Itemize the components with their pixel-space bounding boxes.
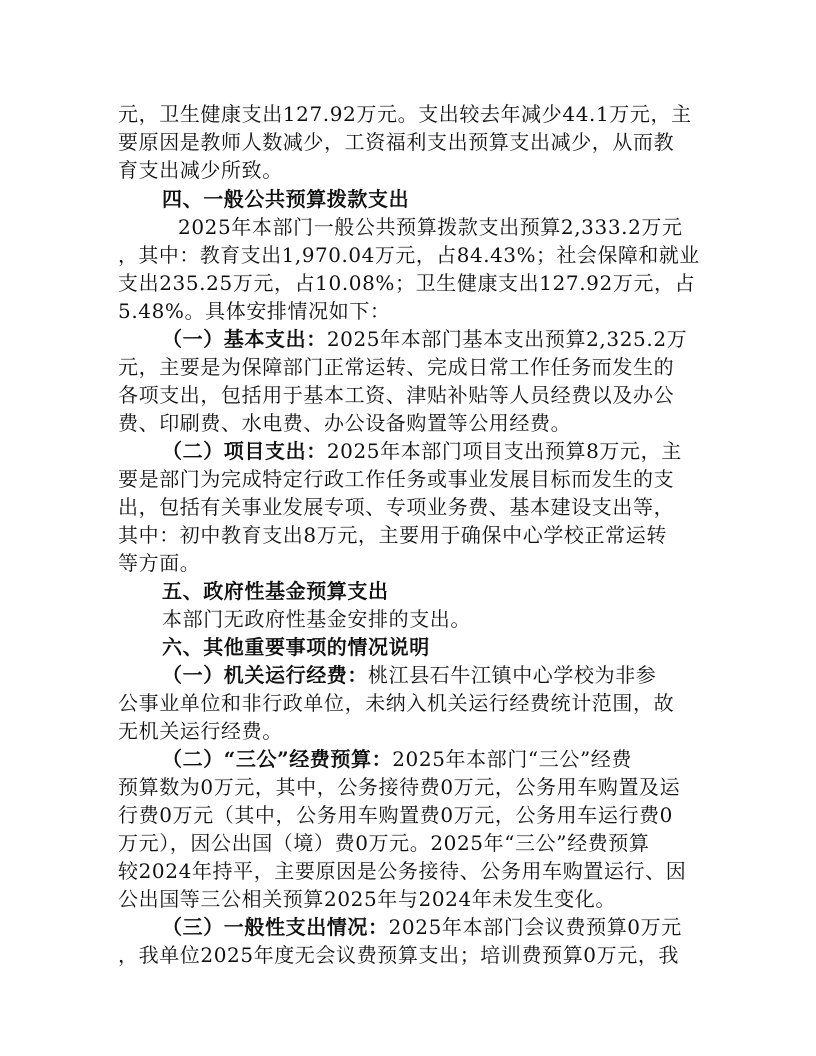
subheading-text: （一）机关运行经费： — [162, 663, 368, 687]
line-text: 桃江县石牛江镇中心学校为非参 — [368, 663, 657, 687]
subheading-text: （二）“三公”经费预算： — [162, 747, 393, 771]
paragraph-line — [118, 717, 283, 745]
paragraph-line — [118, 941, 679, 969]
paragraph-line — [162, 661, 656, 689]
line-text: 费、印刷费、水电费、办公设备购置等公用经费。 — [118, 411, 572, 435]
section-heading — [162, 633, 430, 661]
paragraph-line — [118, 156, 283, 184]
paragraph-line — [118, 409, 571, 437]
section-heading — [162, 577, 389, 605]
line-text: 预算数为0万元，其中，公务接待费0万元，公务用车购置及运 — [118, 775, 681, 799]
paragraph-line — [118, 353, 674, 381]
paragraph-line — [118, 689, 674, 717]
line-text: 要是部门为完成特定行政工作任务或事业发展目标而发生的支 — [118, 467, 675, 491]
line-text: 公事业单位和非行政单位，未纳入机关运行经费统计范围，故 — [118, 691, 675, 715]
line-text: 支出235.25万元，占10.08%；卫生健康支出127.92万元，占 — [118, 271, 696, 295]
line-text: ，其中：教育支出1,970.04万元，占84.43%；社会保障和就业 — [118, 243, 700, 267]
line-text: 万元），因公出国（境）费0万元。2025年“三公”经费预算 — [118, 831, 650, 855]
paragraph-line — [162, 437, 682, 465]
subheading-text: （一）基本支出： — [162, 327, 327, 351]
paragraph-line — [118, 773, 680, 801]
line-text: 2025年本部门“三公”经费 — [392, 747, 632, 771]
line-text: 2025年本部门一般公共预算拨款支出预算2,333.2万元 — [178, 215, 683, 239]
subheading-text: （二）项目支出： — [162, 439, 327, 463]
paragraph-line — [118, 128, 674, 156]
paragraph-line — [118, 465, 674, 493]
line-text: 等方面。 — [118, 551, 201, 575]
line-text: 要原因是教师人数减少，工资福利支出预算支出减少，从而教 — [118, 130, 675, 154]
paragraph-line — [118, 829, 649, 857]
paragraph-line — [118, 857, 686, 885]
paragraph-line — [118, 885, 616, 913]
paragraph-line — [178, 213, 683, 241]
line-text: 出，包括有关事业发展专项、专项业务费、基本建设支出等， — [118, 495, 675, 519]
paragraph-line — [162, 325, 687, 353]
line-text: 行费0万元（其中，公务用车购置费0万元，公务用车运行费0 — [118, 803, 673, 827]
paragraph-line — [162, 913, 682, 941]
heading-text: 五、政府性基金预算支出 — [162, 579, 389, 603]
paragraph-line — [118, 297, 391, 325]
line-text: 公出国等三公相关预算2025年与2024年未发生变化。 — [118, 887, 616, 911]
line-text: 其中：初中教育支出8万元，主要用于确保中心学校正常运转 — [118, 523, 667, 547]
paragraph-line — [118, 801, 673, 829]
heading-text: 六、其他重要事项的情况说明 — [162, 635, 430, 659]
paragraph-line — [162, 605, 471, 633]
paragraph-line — [118, 493, 674, 521]
subheading-text: （三）一般性支出情况： — [162, 915, 389, 939]
paragraph-line — [118, 381, 674, 409]
line-text: 2025年本部门项目支出预算8万元，主 — [326, 439, 682, 463]
heading-text: 四、一般公共预算拨款支出 — [162, 187, 410, 211]
line-text: 5.48%。具体安排情况如下： — [118, 299, 391, 323]
line-text: 无机关运行经费。 — [118, 719, 283, 743]
line-text: 育支出减少所致。 — [118, 158, 283, 182]
line-text: 元，主要是为保障部门正常运转、完成日常工作任务而发生的 — [118, 355, 675, 379]
paragraph-line — [118, 549, 200, 577]
paragraph-line — [118, 269, 695, 297]
paragraph-line — [118, 521, 667, 549]
line-text: 2025年本部门基本支出预算2,325.2万 — [326, 327, 688, 351]
paragraph-line — [162, 745, 632, 773]
line-text: 较2024年持平，主要原因是公务接待、公务用车购置运行、因 — [118, 859, 687, 883]
line-text: ，我单位2025年度无会议费预算支出；培训费预算0万元，我 — [118, 943, 680, 967]
line-text: 本部门无政府性基金安排的支出。 — [162, 607, 471, 631]
line-text: 元，卫生健康支出127.92万元。支出较去年减少44.1万元，主 — [118, 102, 692, 126]
line-text: 各项支出，包括用于基本工资、津贴补贴等人员经费以及办公 — [118, 383, 675, 407]
paragraph-line — [118, 100, 692, 128]
paragraph-line — [118, 241, 700, 269]
line-text: 2025年本部门会议费预算0万元 — [388, 915, 682, 939]
section-heading — [162, 185, 409, 213]
